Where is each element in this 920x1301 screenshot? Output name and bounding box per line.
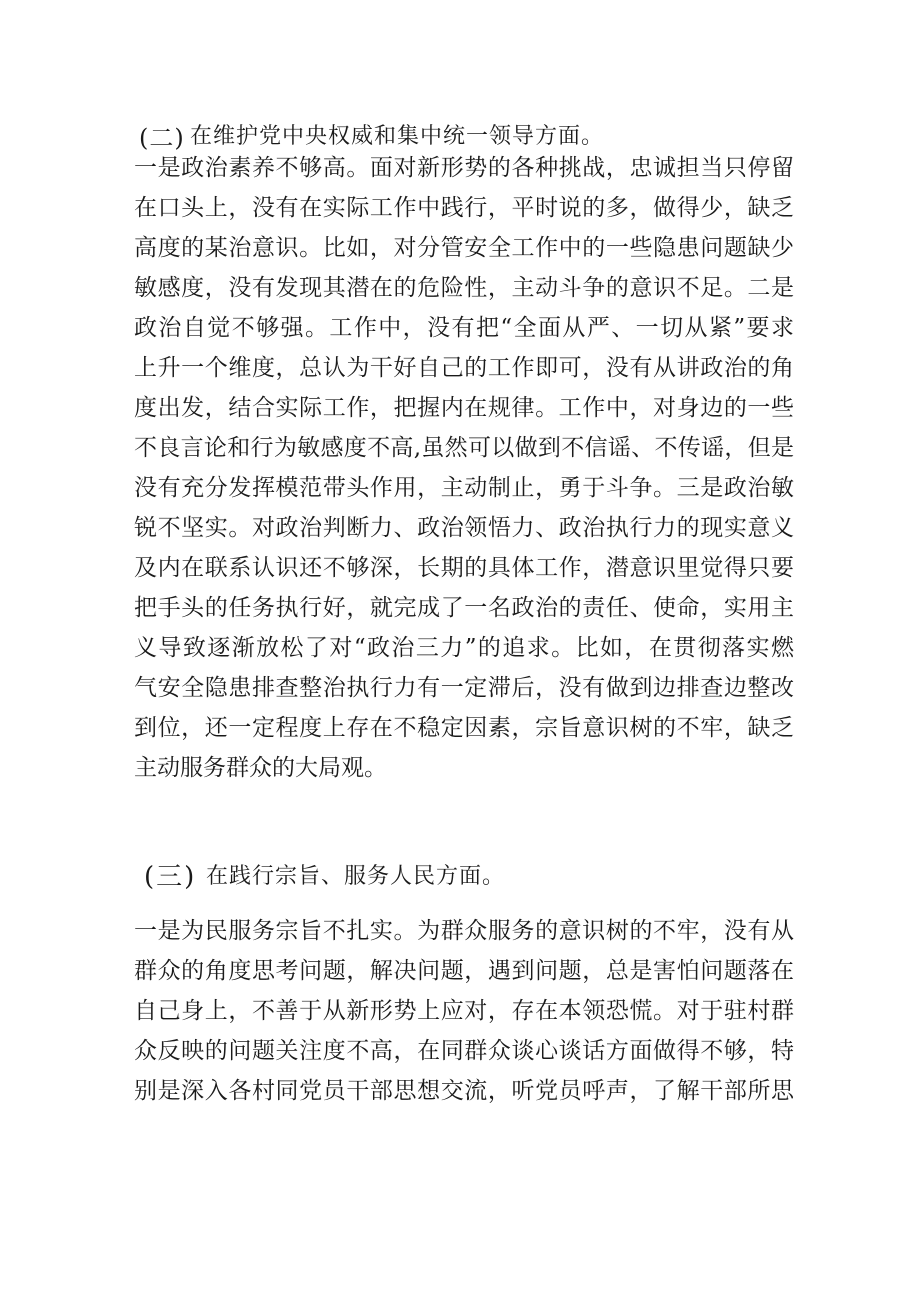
- section-2-title: 在维护党中央权威和集中统一领导方面。: [190, 124, 605, 149]
- section-3-number: (三): [144, 862, 197, 892]
- paragraph-line: 众反映的问题关注度不高，在同群众谈心谈话方面做得不够，特: [134, 1038, 794, 1064]
- paragraph-line: 政治自觉不够强。工作中，没有把“全面从严、一切从紧”要求: [134, 315, 794, 341]
- paragraph-line: 到位，还一定程度上存在不稳定因素，宗旨意识树的不牢，缺乏: [134, 715, 794, 741]
- paragraph-line: 自己身上，不善于从新形势上应对，存在本领恐慌。对于驻村群: [134, 998, 794, 1024]
- paragraph-line: 高度的某治意识。比如，对分管安全工作中的一些隐患问题缺少: [134, 235, 794, 261]
- section-3-title: 在践行宗旨、服务人民方面。: [206, 864, 506, 889]
- paragraph-line: 气安全隐患排查整治执行力有一定滞后，没有做到边排查边整改: [134, 675, 794, 701]
- paragraph-line: 锐不坚实。对政治判断力、政治领悟力、政治执行力的现实意义: [134, 515, 794, 541]
- paragraph-line: 上升一个维度，总认为干好自己的工作即可，没有从讲政治的角: [134, 355, 794, 381]
- paragraph-line: 主动服务群众的大局观。: [134, 755, 387, 781]
- section-2-number: (二): [139, 124, 185, 152]
- paragraph-line: 敏感度，没有发现其潜在的危险性，主动斗争的意识不足。二是: [134, 275, 794, 301]
- section-2-paragraph: [134, 148, 794, 788]
- paragraph-line: 把手头的任务执行好，就完成了一名政治的责任、使命，实用主: [134, 595, 794, 621]
- paragraph-line: 一是为民服务宗旨不扎实。为群众服务的意识树的不牢，没有从: [134, 918, 794, 944]
- section-3-paragraph: [134, 911, 794, 1111]
- paragraph-line: 义导致逐渐放松了对“政治三力”的追求。比如，在贯彻落实燃: [134, 635, 794, 661]
- paragraph-line: 及内在联系认识还不够深，长期的具体工作，潜意识里觉得只要: [134, 555, 794, 581]
- paragraph-line: 在口头上，没有在实际工作中践行，平时说的多，做得少，缺乏: [134, 195, 794, 221]
- paragraph-line: 不良言论和行为敏感度不高,虽然可以做到不信谣、不传谣，但是: [134, 435, 794, 461]
- paragraph-line: 群众的角度思考问题，解决问题，遇到问题，总是害怕问题落在: [134, 958, 794, 984]
- paragraph-line: 度出发，结合实际工作，把握内在规律。工作中，对身边的一些: [134, 395, 794, 421]
- paragraph-line: 一是政治素养不够高。面对新形势的各种挑战，忠诚担当只停留: [134, 155, 794, 181]
- paragraph-line: 没有充分发挥模范带头作用，主动制止，勇于斗争。三是政治敏: [134, 475, 794, 501]
- paragraph-line: 别是深入各村同党员干部思想交流，听党员呼声，了解干部所思: [134, 1078, 794, 1104]
